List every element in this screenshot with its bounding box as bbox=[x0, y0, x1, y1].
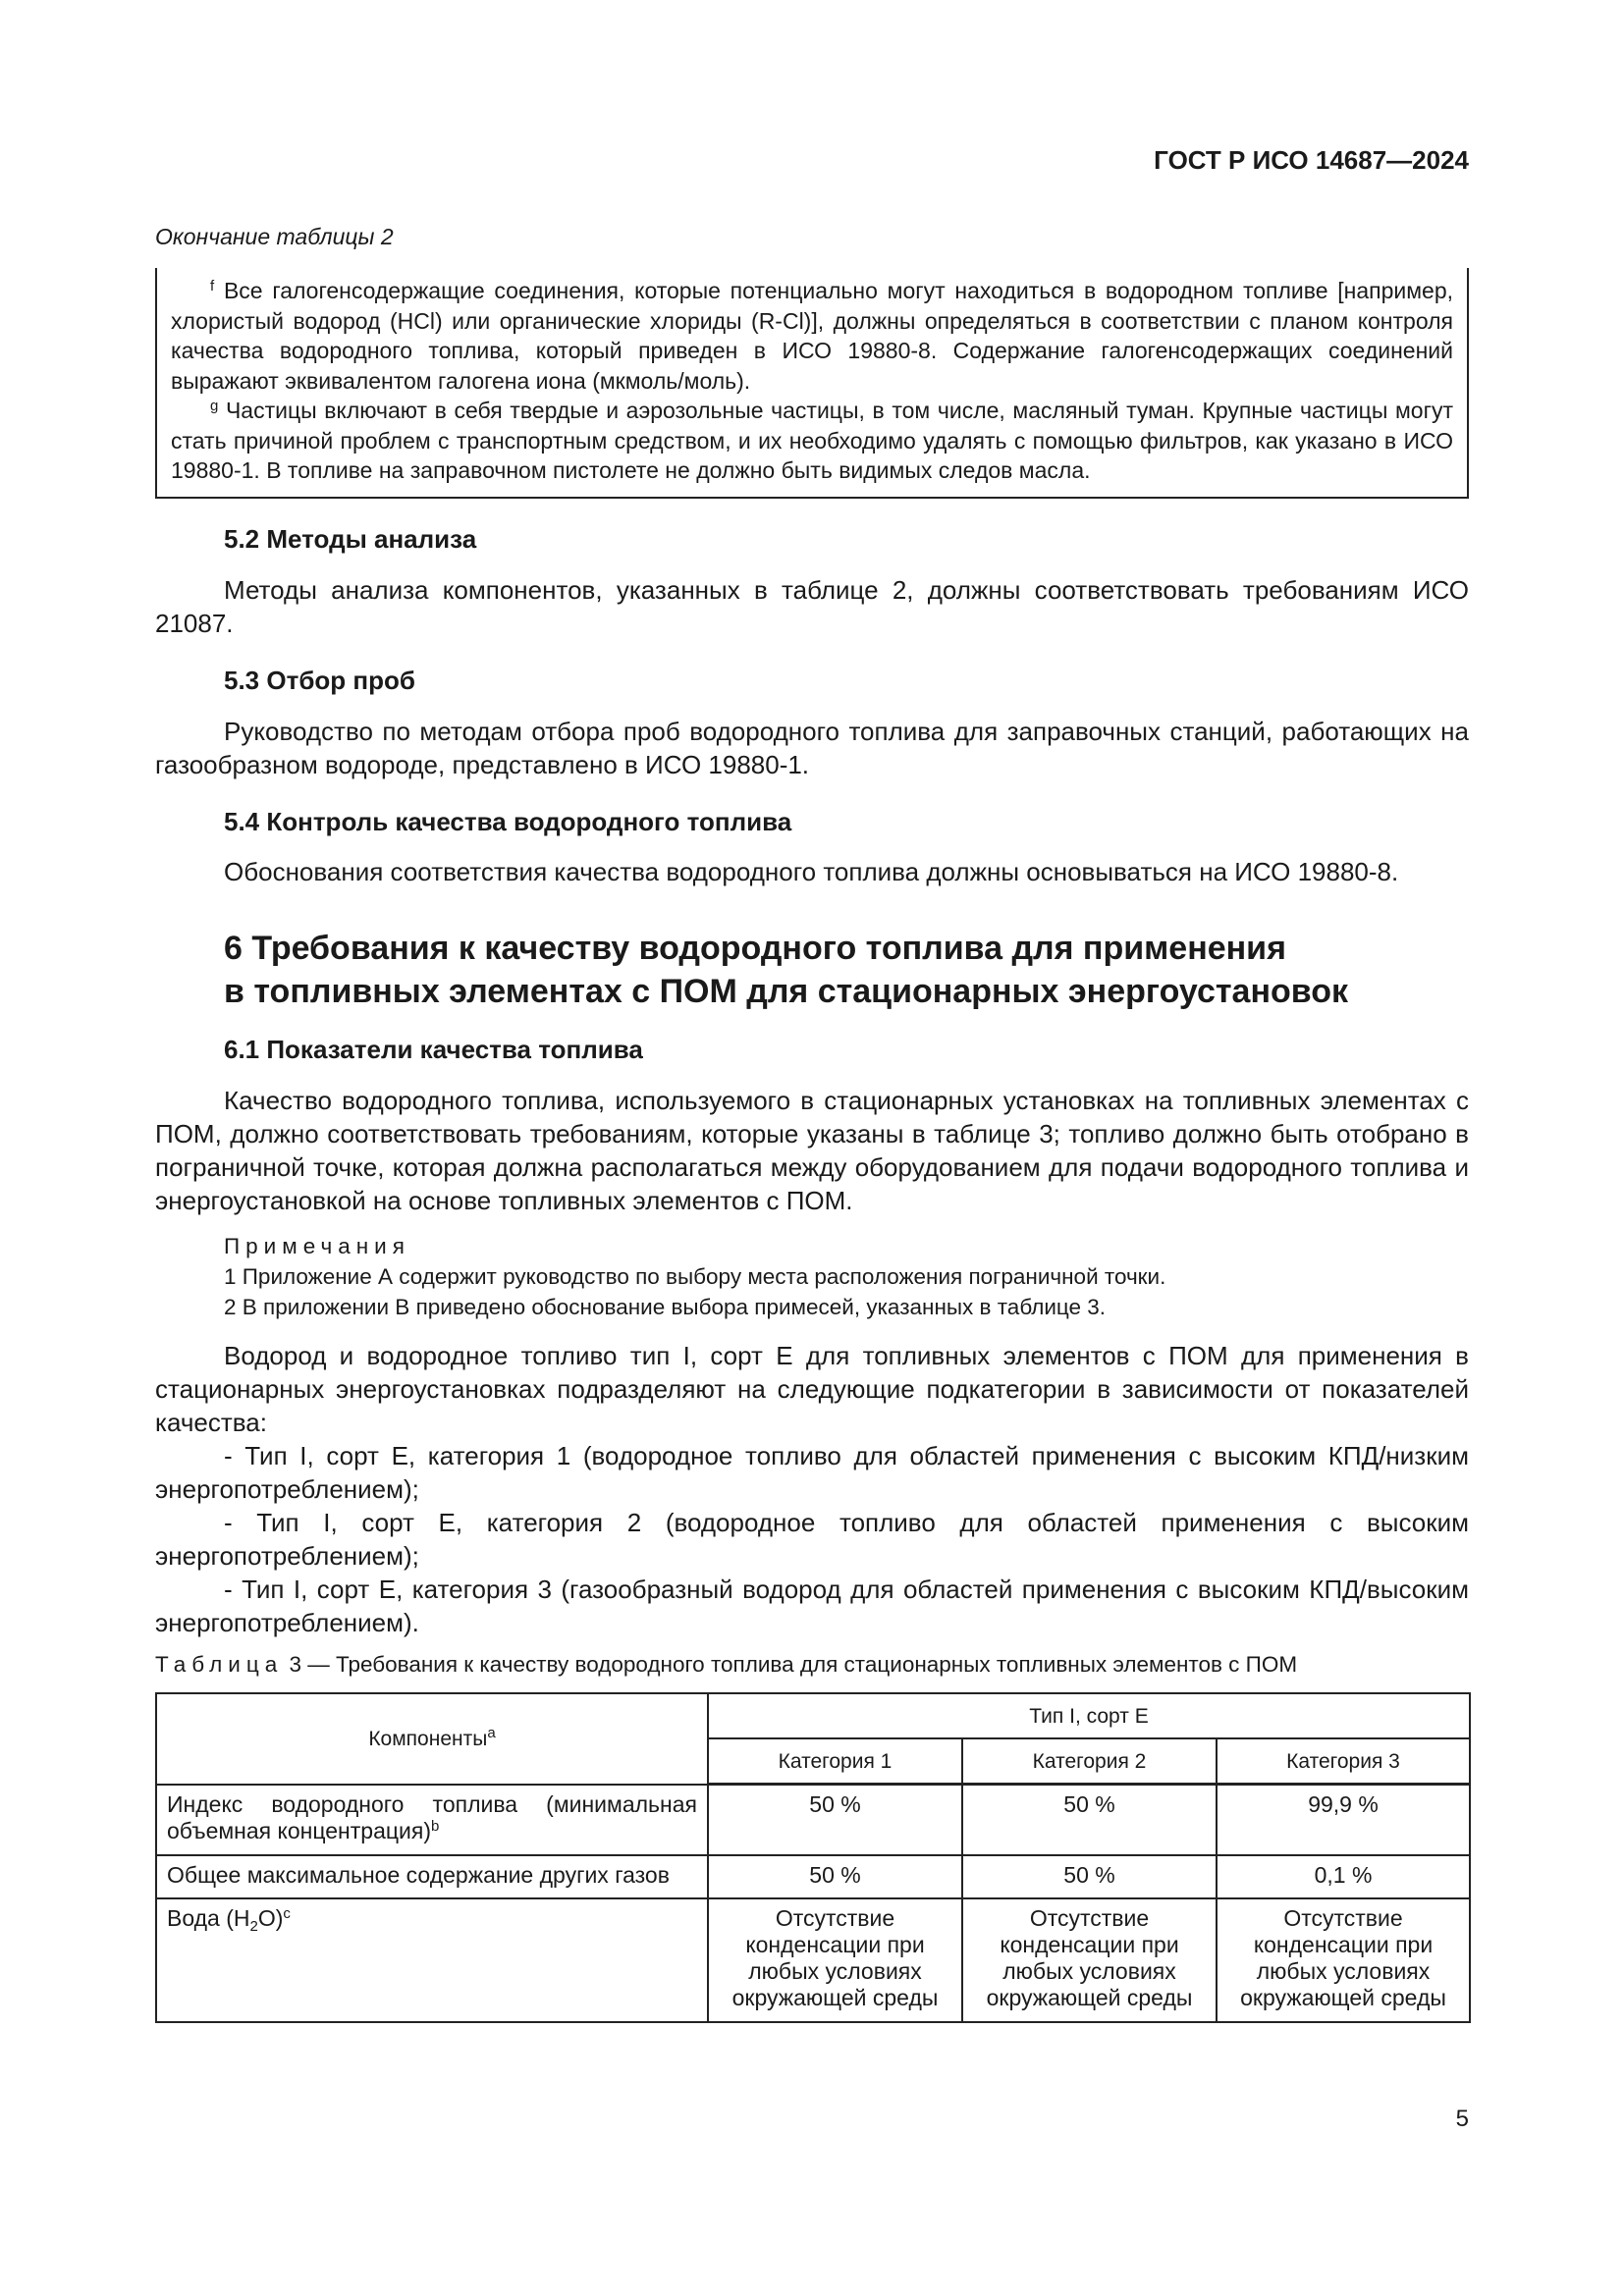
note-1: 1 Приложение А содержит руководство по выбору места расположения пограничной точки. bbox=[224, 1264, 1166, 1289]
section-5-3-text: Руководство по методам отбора проб водородного топлива для заправочных станций, работающих на газообразном водороде, представлено в ИСО 19880-1. bbox=[155, 717, 1469, 779]
section-6-1-subcategories bbox=[155, 1339, 1469, 1639]
standard-id-header: ГОСТ Р ИСО 14687—2024 bbox=[1154, 145, 1469, 175]
table-3-caption: Таблица 3 — Требования к качеству водородного топлива для стационарных топливных элементов с ПОМ bbox=[155, 1652, 1298, 1677]
section-5-4-text: Обоснования соответствия качества водородного топлива должны основываться на ИСО 19880-8. bbox=[224, 857, 1399, 886]
row-name: Вода $(H_2O)^c$ bbox=[156, 1898, 708, 2022]
header-components: Компоненты$^a$ bbox=[156, 1693, 708, 1785]
row-value-cat2: Отсутствие конденсации при любых условиях окружающей среды bbox=[962, 1898, 1217, 2022]
header-category-3: Категория 3 bbox=[1217, 1738, 1470, 1785]
subcategories-intro: Водород и водородное топливо тип I, сорт Е для топливных элементов с ПОМ для применения в стационарных энергоустановках подразделяют на следующие подкатегории в зависимости от показателей качества: bbox=[155, 1341, 1469, 1437]
row-value-cat2: 50 % bbox=[962, 1785, 1217, 1855]
table-continuation-caption: Окончание таблицы 2 bbox=[155, 224, 394, 249]
subcategory-item-1: - Тип I, сорт Е, категория 1 (водородное топливо для областей применения с высоким КПД/низким энергопотреблением); bbox=[155, 1441, 1469, 1504]
section-5-3-title: 5.3 Отбор проб bbox=[224, 666, 415, 695]
table-header-row bbox=[156, 1693, 1470, 1738]
section-5-2-title: 5.2 Методы анализа bbox=[224, 524, 477, 554]
header-category-2: Категория 2 bbox=[962, 1738, 1217, 1785]
footnote-g: $^g$ Частицы включают в себя твердые и аэрозольные частицы, в том числе, масляный туман. Крупные частицы могут стать причиной проблем с транспортным средством, и их необходимо удалять с помощью фильтров, как указано в ИСО 19880-1. В топливе на заправочном пистолете не должно быть видимых следов масла. bbox=[171, 398, 1453, 483]
footnote-f: $^f$ Все галогенсодержащие соединения, которые потенциально могут находиться в водородном топливе [например, хлористый водород (HCl) или органические хлориды (R-Cl)], должны определяться в соответствии с планом контроля качества водородного топлива, который приведен в ИСО 19880-8. Содержание галогенсодержащих соединений выражают эквивалентом галогена иона (мкмоль/моль). bbox=[171, 278, 1454, 394]
subcategory-item-2: - Тип I, сорт Е, категория 2 (водородное топливо для областей применения с высоким энергопотреблением); bbox=[155, 1508, 1469, 1571]
page-number: 5 bbox=[1455, 2106, 1469, 2132]
subcategory-item-3: - Тип I, сорт Е, категория 3 (газообразный водород для областей применения с высоким КПД/высоким энергопотреблением). bbox=[155, 1575, 1469, 1637]
section-6-1-title: 6.1 Показатели качества топлива bbox=[224, 1035, 643, 1064]
row-name: Общее максимальное содержание других газов bbox=[156, 1855, 708, 1898]
table2-footnotes bbox=[155, 268, 1469, 499]
header-category-1: Категория 1 bbox=[708, 1738, 962, 1785]
row-value-cat3: 99,9 % bbox=[1217, 1785, 1470, 1855]
row-name: Индекс водородного топлива (минимальная объемная концентрация)$^b$ bbox=[156, 1785, 708, 1855]
section-6-title: 6 Требования к качеству водородного топлива для применения в топливных элементах с ПОМ для стационарных энергоустановок bbox=[224, 930, 1348, 1010]
table-row bbox=[156, 1855, 1470, 1898]
row-value-cat1: Отсутствие конденсации при любых условиях окружающей среды bbox=[708, 1898, 962, 2022]
row-value-cat3: Отсутствие конденсации при любых условиях окружающей среды bbox=[1217, 1898, 1470, 2022]
note-2: 2 В приложении В приведено обоснование выбора примесей, указанных в таблице 3. bbox=[224, 1295, 1107, 1319]
section-5-2-text: Методы анализа компонентов, указанных в таблице 2, должны соответствовать требованиям ИСО 21087. bbox=[155, 575, 1469, 638]
table-row bbox=[156, 1898, 1470, 2022]
notes-block bbox=[224, 1231, 1165, 1322]
section-5-4-title: 5.4 Контроль качества водородного топлива bbox=[224, 807, 792, 836]
row-value-cat1: 50 % bbox=[708, 1855, 962, 1898]
table-3 bbox=[155, 1692, 1471, 2023]
header-type-grade: Тип I, сорт Е bbox=[708, 1693, 1470, 1738]
row-value-cat2: 50 % bbox=[962, 1855, 1217, 1898]
section-6-1-text: Качество водородного топлива, используемого в стационарных установках на топливных элементах с ПОМ, должно соответствовать требованиям, которые указаны в таблице 3; топливо должно быть отобрано в пограничной точке, которая должна располагаться между оборудованием для подачи водородного топлива и энергоустановкой на основе топливных элементов с ПОМ. bbox=[155, 1086, 1469, 1215]
table-row bbox=[156, 1785, 1470, 1855]
notes-heading: Примечания bbox=[224, 1234, 410, 1258]
row-value-cat1: 50 % bbox=[708, 1785, 962, 1855]
row-value-cat3: 0,1 % bbox=[1217, 1855, 1470, 1898]
